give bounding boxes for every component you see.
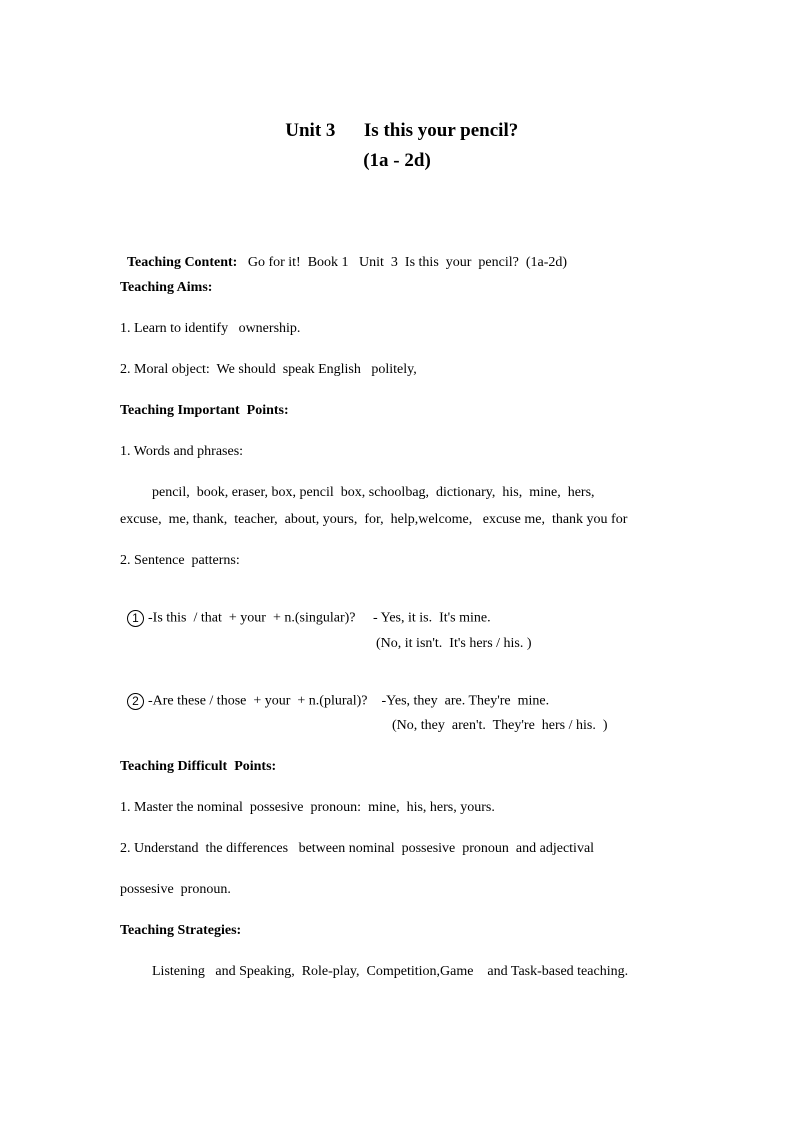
difficult-item-2: 2. Understand the differences between nominal possesive pronoun and adjectival — [120, 841, 595, 856]
circled-number-2: 2 — [127, 693, 144, 710]
difficult-item-1: 1. Master the nominal possesive pronoun: mine, his, hers, yours. — [120, 800, 495, 815]
aim-item-1: 1. Learn to identify ownership. — [120, 321, 301, 336]
words-line-2: excuse, me, thank, teacher, about, yours, for, help,welcome, excuse me, thank you for — [120, 512, 628, 527]
teaching-content — [120, 239, 567, 271]
doc-title — [0, 98, 794, 142]
sentence-patterns-label: 2. Sentence patterns: — [120, 553, 240, 568]
pattern-1-text: -Is this / that + your + n.(singular)? - Yes, it is. It's mine. — [148, 610, 491, 626]
pattern-1-alternative: (No, it isn't. It's hers / his. ) — [376, 636, 532, 651]
pattern-1 — [120, 594, 491, 627]
difficult-item-2-cont: possesive pronoun. — [120, 882, 231, 897]
strategies-heading: Teaching Strategies: — [120, 923, 242, 938]
words-line-1: pencil, book, eraser, box, pencil box, schoolbag, dictionary, his, mine, hers, — [152, 485, 595, 500]
important-points-heading: Teaching Important Points: — [120, 403, 289, 418]
pattern-2-alternative: (No, they aren't. They're hers / his. ) — [392, 718, 608, 733]
unit-label: Unit 3 — [285, 120, 336, 141]
aim-item-2: 2. Moral object: We should speak English politely, — [120, 362, 417, 377]
pattern-2 — [120, 677, 549, 710]
teaching-content-label: Teaching Content: — [127, 255, 238, 270]
doc-subtitle: (1a - 2d) — [363, 150, 431, 171]
strategies-text: Listening and Speaking, Role-play, Competition,Game and Task-based teaching. — [152, 964, 629, 979]
difficult-points-heading: Teaching Difficult Points: — [120, 759, 277, 774]
circled-number-1: 1 — [127, 610, 144, 627]
pattern-2-text: -Are these / those + your + n.(plural)? -Yes, they are. They're mine. — [148, 693, 550, 709]
teaching-content-text: Go for it! Book 1 Unit 3 Is this your pencil? (1a-2d) — [247, 255, 568, 270]
words-phrases-label: 1. Words and phrases: — [120, 444, 244, 459]
unit-question: Is this your pencil? — [363, 120, 519, 141]
teaching-aims-heading: Teaching Aims: — [120, 280, 213, 295]
